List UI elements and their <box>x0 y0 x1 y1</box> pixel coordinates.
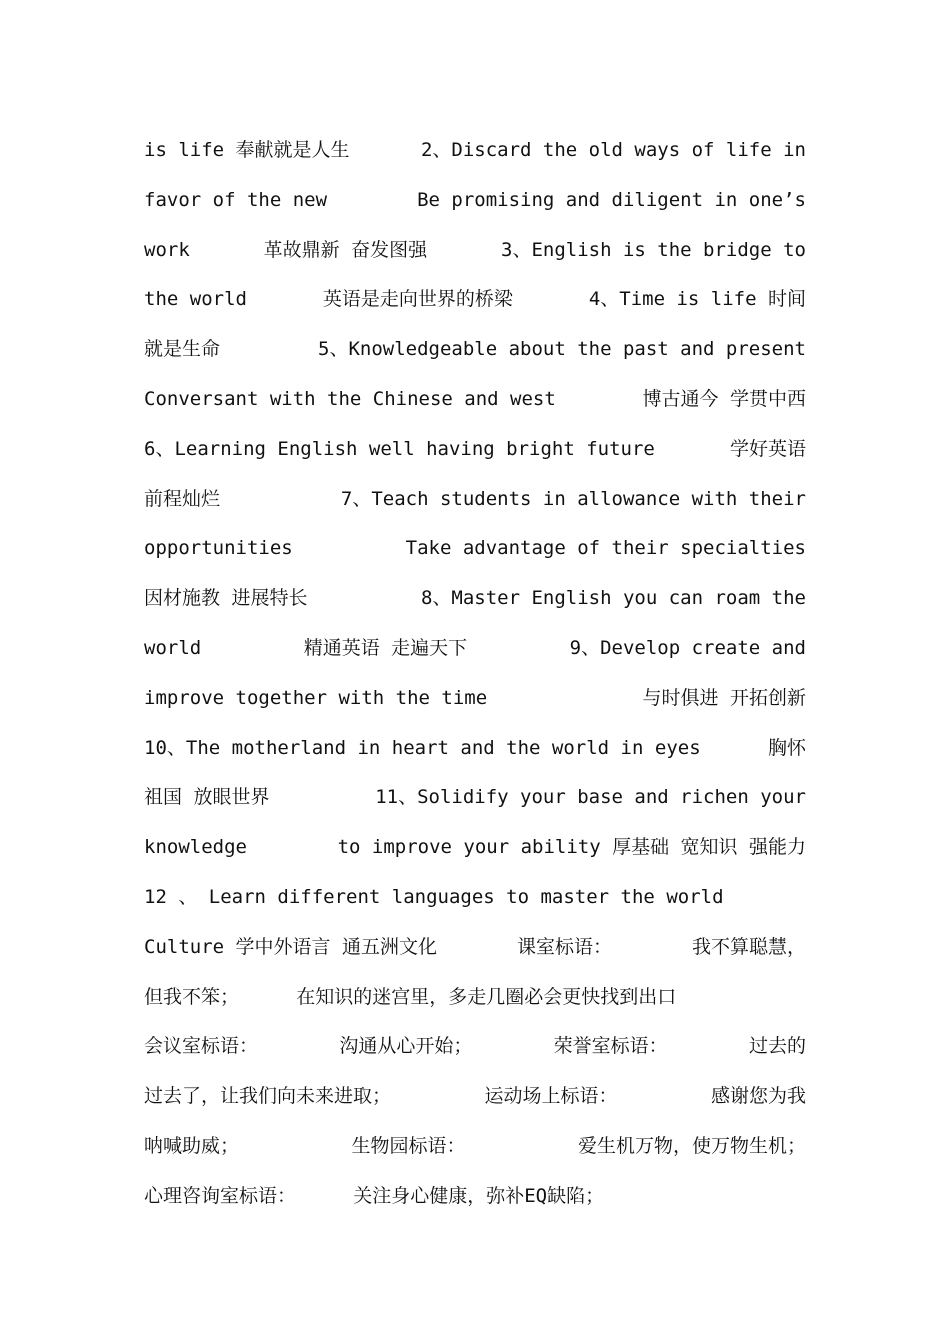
text-segment: Take advantage of their specialties <box>405 537 806 560</box>
text-segment: 4、Time is life 时间 <box>588 288 806 311</box>
text-segment: 学好英语 <box>729 437 806 460</box>
text-line <box>144 923 806 973</box>
text-segment: 运动场上标语： <box>484 1085 618 1108</box>
text-line <box>144 1172 806 1222</box>
text-segment: 因材施教 进展特长 <box>144 587 308 610</box>
text-segment: 7、Teach students in allowance with their <box>340 487 806 510</box>
document-body <box>144 126 806 1222</box>
text-segment: 胸怀 <box>767 736 806 759</box>
text-segment: favor of the new <box>144 188 328 211</box>
text-line <box>144 176 806 226</box>
text-segment: work <box>144 238 190 261</box>
text-segment: 但我不笨； 在知识的迷宫里，多走几圈必会更快找到出口 <box>144 985 677 1008</box>
text-segment: 博古通今 学贯中西 <box>642 387 806 410</box>
text-segment: Culture 学中外语言 通五洲文化 <box>144 935 437 958</box>
text-segment: 过去的 <box>748 1035 806 1058</box>
text-line <box>144 724 806 774</box>
text-segment: improve together with the time <box>144 686 488 709</box>
text-line <box>144 325 806 375</box>
text-line <box>144 126 806 176</box>
text-line <box>144 624 806 674</box>
text-line <box>144 475 806 525</box>
text-segment: 生物园标语： <box>351 1134 466 1157</box>
text-segment: 荣誉室标语： <box>553 1035 668 1058</box>
text-segment: 8、Master English you can roam the <box>420 587 806 610</box>
text-line <box>144 425 806 475</box>
text-segment: Conversant with the Chinese and west <box>144 387 556 410</box>
text-line <box>144 375 806 425</box>
text-line <box>144 773 806 823</box>
text-line <box>144 1072 806 1122</box>
text-line <box>144 275 806 325</box>
text-segment: 就是生命 <box>144 338 221 361</box>
text-segment: 呐喊助威； <box>144 1134 240 1157</box>
text-line <box>144 873 806 923</box>
text-segment: to improve your ability 厚基础 宽知识 强能力 <box>337 836 806 859</box>
text-segment: world <box>144 636 202 659</box>
text-segment: 沟通从心开始； <box>339 1035 473 1058</box>
text-segment: 会议室标语： <box>144 1035 259 1058</box>
text-line <box>144 1122 806 1172</box>
text-segment: 6、Learning English well having bright future <box>144 437 655 460</box>
text-segment: 10、The motherland in heart and the world in eyes <box>144 736 701 759</box>
text-segment: 英语是走向世界的桥梁 <box>322 288 513 311</box>
text-segment: 9、Develop create and <box>569 636 806 659</box>
text-line <box>144 524 806 574</box>
text-segment: 3、English is the bridge to <box>501 238 806 261</box>
text-segment: the world <box>144 288 247 311</box>
text-line <box>144 674 806 724</box>
text-segment: knowledge <box>144 836 247 859</box>
text-segment: 12 、 Learn different languages to master the world <box>144 885 724 908</box>
text-segment: 革故鼎新 奋发图强 <box>263 238 428 261</box>
text-segment: 课室标语： <box>516 935 612 958</box>
text-segment: 感谢您为我 <box>710 1085 806 1108</box>
text-line <box>144 1022 806 1072</box>
text-segment: 前程灿烂 <box>144 487 221 510</box>
text-segment: 过去了，让我们向未来进取； <box>144 1085 392 1108</box>
text-segment: 心理咨询室标语： 关注身心健康，弥补EQ缺陷； <box>144 1184 605 1207</box>
text-segment: 与时俱进 开拓创新 <box>642 686 806 709</box>
text-segment: 我不算聪慧， <box>691 935 806 958</box>
text-segment: opportunities <box>144 537 293 560</box>
text-line <box>144 226 806 276</box>
text-segment: 祖国 放眼世界 <box>144 786 270 809</box>
text-segment: 爱生机万物，使万物生机； <box>577 1134 806 1157</box>
text-segment: 精通英语 走遍天下 <box>303 636 468 659</box>
text-segment: 11、Solidify your base and richen your <box>375 786 806 809</box>
text-segment: 5、Knowledgeable about the past and present <box>318 338 806 361</box>
text-segment: 2、Discard the old ways of life in <box>420 139 806 161</box>
text-segment: is life 奉献就是人生 <box>144 139 350 161</box>
text-line <box>144 973 806 1023</box>
text-segment: Be promising and diligent in one’s <box>417 188 806 211</box>
text-line <box>144 823 806 873</box>
text-line <box>144 574 806 624</box>
